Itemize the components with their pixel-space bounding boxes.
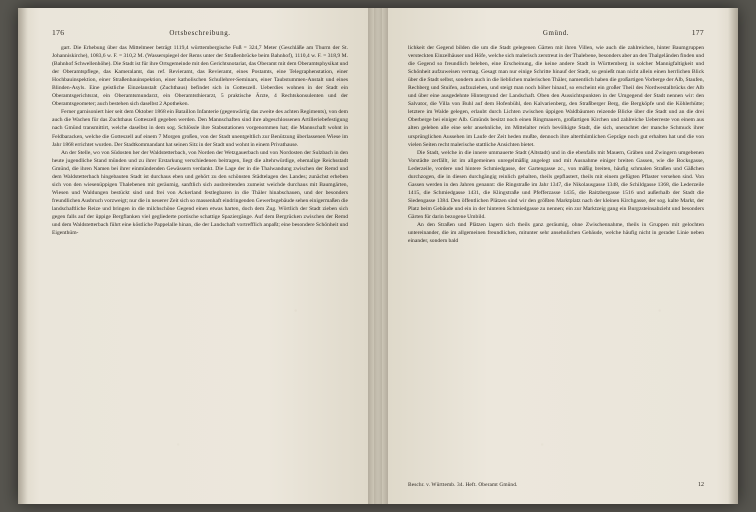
left-running-head: [52, 28, 348, 40]
left-head-title: Ortsbeschreibung.: [169, 29, 231, 37]
left-page-edge-shadow: [18, 8, 28, 504]
page-spread: [18, 8, 738, 504]
paragraph: An den Straßen und Plätzen lagern sich theils ganz geräumig, ohne Zwischennahme, theils in Gruppen mit gelochten untereinander, die im allgemeinen freundlichen, mitunter sehr ansehnlichen Gebäude, welche häufig nicht in gerader Linie neben einander, sondern bald: [408, 222, 704, 245]
right-folio: 177: [691, 28, 704, 37]
paragraph: Die Stadt, welche in die innere ummauerte Stadt (Altstadt) und in die ebenfalls mit Mauern, Gräben und Zwingern umgebenen Vorstädte zerfällt, ist im allgemeinen unregelmäßig angelegt und mit Ausnahme einiger breiten Gassen, wie die Bocksgasse, Lederzeile, vordere und hintere Schmiedgasse, der Gartengasse zc., von mäßig breiten, häufig schmalen Straßen und Gäßchen durchzogen, die in diesen durchgängig reinlich gehalten, theils gepflastert, theils mit einem gefügten Pflaster versehen sind. Von Gassen werden in den Jahren genannt: die Ringstraße im Jahr 1347, die Nikolausgasse 1348, die Schildgasse 1368, die Lederzeile 1415, die Schmiedgasse 1431, die Klingstraße und Pfefferzasse 1435, die Raitzbergasse 1516 und außerhalb der Stadt die Siedengasse 1384. Den öffentlichen Plätzen sind wir den größten Marktplatz nach der kleinen Kirchgasse, der sog. kalte Markt, der Platz beim Gebäude und ein in der hinteren Schmiedgasse zu nennen; ein zur Marktzeig gang ein Burgzsteinsabzieht und besonders Gärten für darin bezogene Umbild.: [408, 149, 704, 220]
paragraph: Ferner garnisoniert hier seit dem Oktober 1868 ein Bataillon Infanterie (gegenwärtig das zweite des achten Regiments), von dem auch die Wachen für das Zuchthaus Gotteszell gegeben werden. Den Mannschaften sind ihre abgeschlossenen Artilleriebefestigung nach Gmünd transmittirt, welche daselbst in dem sog. Schlössle ihre Stabsstationen vorgenommen hat; die Mannschaft wohnt in Feldbaracken, welche die Gotteszell auf einem 7 Morgen großen, von der Stadt unentgeltlich zur Benützung überlassenen Wiese im Jahr 1868 errichtet wurden. Der Stadtkommandant hat seinen Sitz in der Stadt und wohnt in einem Privathause.: [52, 109, 348, 148]
signature-mark: Beschr. v. Württemb. 34. Heft. Oberamt Gmünd.: [408, 482, 518, 488]
right-page: [382, 8, 738, 504]
left-text-block: [52, 44, 348, 237]
paragraph: An der Stelle, wo von Südosten her der Waldstetterbach, von Norden der Wetzgauerbach und von Nordosten der Sulzbach in den heute jugendliche Stand münden und zu ihrer Erstarkung verschiedenen beitragen, liegt die altehrwürdige, ehemalige Reichsstadt Gmünd, die ihren Namen bei ihrer einmündenden Gewässern verdankt. Die Lage der in die Thalwandung zwischen der Remd und dem Waldstetterbach hingebauten Stadt ist durchaus eben und gehört zu den schönsten Städtelagen des Landes; zunächst erheben sich von den wiesenüppigen Thalebenen mit geräumig, sanftlich sich ausbreitenden zumeist weichde durchaus mit Baumgärten, Wiesen und Waldungen bestückt sind und frei von Ackerland festlegbaren in die Thäler hinabschauen, und der besonders freundlichen Ausbruch vorzweigt; nur die in neuerer Zeit sich so massenhaft eindringenden Gewerbsgebäude sehen einigermaßen die landschaftliche Reize und bringen in die milchschöne Gegend einen etwas harten, doch dem Zug. Wörtlich der Stadt zieben sich gegen falls auf der üppige Bergflanken viel gegliederte portische schattige Spaziergänge. Auf dem Bergrücken zwischen der Remd und dem Waldstetterbach führt eine köstliche Pappelalle hinan, die der Landschaft vortrefflich anpaßt; eine besondere Schönheit und Eigenthüm-: [52, 149, 348, 237]
right-head-title: Gmünd.: [542, 29, 570, 37]
left-folio: 176: [52, 28, 65, 37]
right-page-footline: [408, 482, 704, 488]
paragraph: lichkeit der Gegend bilden die um die Stadt gelegenen Gärten mit ihren Villen, wie auch die zahlreichen, hinter Baumgruppen versteckten Einzelhäuser und Höfe, welche sich malerisch zerstreut in der Thalebene, besonders aber an den Thalgeländen finden und die Gegend so freundlich beleben, eine Erscheinung, die keine andere Stadt in Württemberg in solcher Mannigfaltigkeit und Schönheit aufzuweisen vermag. Gesagt man nur einige Schritte hinauf der Stadt, so genießt man nicht allein einen herrlichen Blick über die Stadt selbst, sondern auch in die lieblichen malerischen Thäler, namentlich haben die großartigen Vorberge der Alb, Staufen, Rechberg und Stuifen, aufzuziehen, und steigt man noch höher hinauf, so erscheint ein großer Theil des Nordwestalbrücks der Alb und über eine ausgedehnte Hintergrund der Landschaft. Oben den Aussichtspunkten in der Umgegend der Stadt nennen wir: den Salvator, die Villa von Buhl auf dem Hofenbühl, den Kalvarienberg, den Straßberger Berg, die Bergköpfe und die Köhlerhütte; letztere im Walde gelegen, erlaubt durch Lichten zwischen üppigen Waldbäumen reizende Blicke über die Stadt und an die drei Oberberge bei einiger Alb. Gmünds besitzt noch einen Ringmauern, großartigen Kirchen und zahlreiche Ueberreste von einem aus alten geleben alle eine sehr ansehnliche, im Mittelalter reich bevölkigte Stadt, die sich, unerachtet der manche Schmuck ihrer ursprünglichen Aussehen im Laufe der Zeit heden mußte, dennoch ihre alterthümlichen Gepräge noch gut erhalten hat und die von vielen Seiten recht malerische stattliche Ansichten bietet.: [408, 45, 705, 148]
signature-number: 12: [698, 482, 704, 488]
paragraph: gart. Die Erhebung über das Mittelmeer beträgt 1119,4 württembergische Fuß = 324,7 Meter (Geschläße am Thurm der St. Johanniskirche), 1083,6 w. F. = 310,2 M. (Wasserspiegel der Rems unter der Straßenbrücke beim Bahnhof), 1110,4 w. F. = 318,9 M. (Bahnhof Schwellenhöhe). Die Stadt ist für ihre Ortsgemeinde mit den Gerichtsnotariat, das Oberamt mit dem Oberamtsphysikat und der Oberamtspflege, das Kameralamt, das ref. Revieramt, das Revieramt, eines Postamts, eine Telegraphenstation, einer Hochbauinspektion, einer Straßenbauinspektion, einer katholischen Schullehrer-Seminars, einer Taubstummen-Anstalt und eines Blinden-Asyls. Eine geistliche Einzelanstalt (Zuchthaus) befindet sich in Gotteszell. Ueberdies wohnen in der Stadt ein Oberamtsgerichtsrat, ein Oberamtsmundarzt, ein Oberamtsthierarzt, 5 praktische Ärzte, 4 Rechtskonsulenten und der Oberamtsgeometer; auch bestehen sich daselbst 2 Apotheken.: [52, 45, 348, 108]
right-text-block: [408, 44, 704, 245]
left-page: [18, 8, 374, 504]
right-page-edge-shadow: [728, 8, 738, 504]
right-running-head: [408, 28, 704, 40]
